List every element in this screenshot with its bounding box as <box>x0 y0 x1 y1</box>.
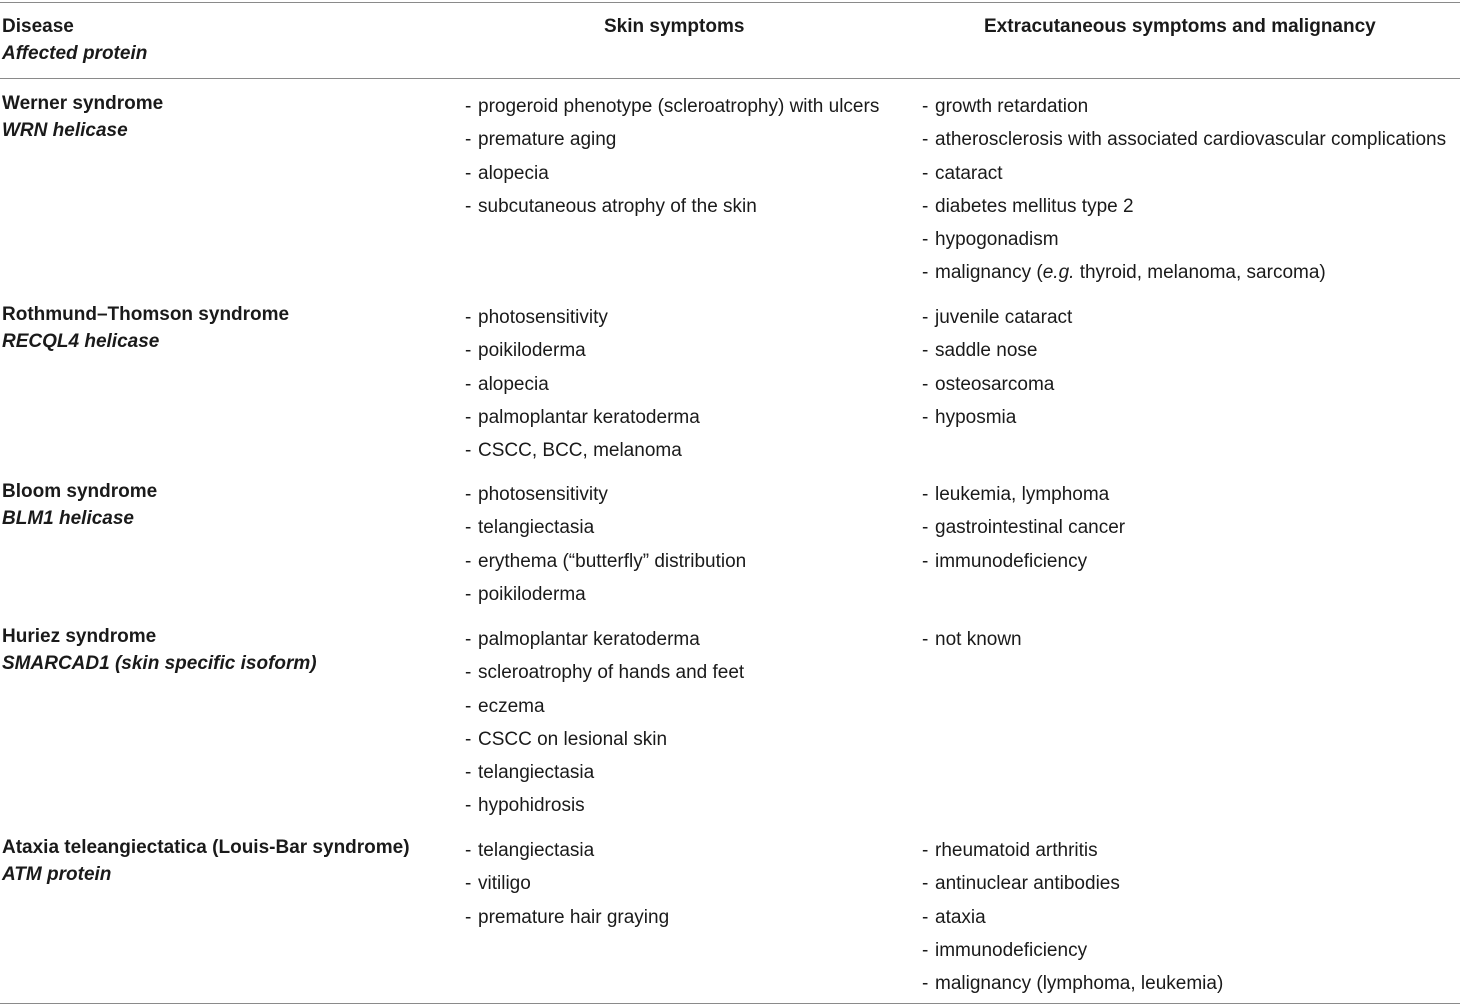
disease-name: Rothmund–Thomson syndrome <box>2 304 290 325</box>
table-top-rule <box>0 2 1460 3</box>
list-item: - gastrointestinal cancer <box>922 517 1126 539</box>
list-item: - immunodeficiency <box>922 550 1088 572</box>
list-item: - ataxia <box>922 906 986 928</box>
list-item: - eczema <box>465 695 545 717</box>
skin-symptoms-cell <box>465 834 669 934</box>
list-item: - malignancy (e.g. thyroid, melanoma, sarcoma) <box>922 262 1326 284</box>
disease-name: Huriez syndrome <box>2 626 157 647</box>
list-item: - premature hair graying <box>465 906 670 928</box>
list-item: - hypohidrosis <box>465 795 585 817</box>
list-item: - saddle nose <box>922 340 1038 362</box>
list-item: - juvenile cataract <box>922 307 1073 328</box>
extracutaneous-cell <box>922 834 1223 1000</box>
list-item: - CSCC, BCC, melanoma <box>465 440 682 462</box>
affected-protein: SMARCAD1 (skin specific isoform) <box>2 653 317 674</box>
list-item: - palmoplantar keratoderma <box>465 629 700 650</box>
disease-name: Ataxia teleangiectatica (Louis-Bar syndrome) <box>2 837 410 858</box>
disease-name: Bloom syndrome <box>2 481 158 502</box>
list-item: - progeroid phenotype (scleroatrophy) with ulcers <box>465 96 880 117</box>
list-item: - vitiligo <box>465 873 531 895</box>
extracutaneous-cell <box>922 623 1022 656</box>
list-item: - antinuclear antibodies <box>922 873 1120 895</box>
list-item: - erythema (“butterfly” distribution <box>465 550 747 572</box>
disease-cell <box>2 834 410 888</box>
table-bottom-rule <box>0 1003 1460 1004</box>
header-affected-protein-label: Affected protein <box>2 43 148 64</box>
header-skin-symptoms: Skin symptoms <box>604 16 745 37</box>
list-item: - subcutaneous atrophy of the skin <box>465 195 757 217</box>
list-item: - rheumatoid arthritis <box>922 840 1098 861</box>
list-item: - malignancy (lymphoma, leukemia) <box>922 973 1224 995</box>
disease-cell <box>2 478 157 532</box>
extracutaneous-cell <box>922 478 1125 578</box>
disease-cell <box>2 90 163 144</box>
list-item: - CSCC on lesional skin <box>465 728 668 750</box>
list-item: - cataract <box>922 162 1003 184</box>
list-item: - scleroatrophy of hands and feet <box>465 662 745 684</box>
header-extracutaneous: Extracutaneous symptoms and malignancy <box>984 16 1376 37</box>
disease-cell <box>2 623 317 677</box>
header-disease-label: Disease <box>2 16 74 37</box>
list-item: - alopecia <box>465 162 549 184</box>
list-item: - not known <box>922 629 1022 650</box>
skin-symptoms-cell <box>465 478 746 611</box>
list-item: - immunodeficiency <box>922 939 1088 961</box>
skin-symptoms-cell <box>465 623 744 823</box>
header-disease <box>2 13 147 67</box>
list-item: - atherosclerosis with associated cardiovascular complications <box>922 129 1447 151</box>
extracutaneous-cell <box>922 301 1072 434</box>
table-header-rule <box>0 78 1460 79</box>
skin-symptoms-cell <box>465 90 879 223</box>
skin-symptoms-cell <box>465 301 700 467</box>
list-item: - osteosarcoma <box>922 373 1055 395</box>
list-item: - premature aging <box>465 129 617 151</box>
affected-protein: WRN helicase <box>2 120 128 141</box>
list-item: - diabetes mellitus type 2 <box>922 195 1134 217</box>
list-item: - growth retardation <box>922 96 1089 117</box>
extracutaneous-cell <box>922 90 1446 290</box>
list-item: - palmoplantar keratoderma <box>465 406 700 428</box>
affected-protein: ATM protein <box>2 864 112 885</box>
list-item: - hypogonadism <box>922 229 1059 251</box>
list-item: - hyposmia <box>922 406 1017 428</box>
disease-cell <box>2 301 289 355</box>
list-item: - photosensitivity <box>465 484 608 505</box>
affected-protein: RECQL4 helicase <box>2 331 160 352</box>
list-item: - poikiloderma <box>465 583 586 605</box>
list-item: - alopecia <box>465 373 549 395</box>
list-item: - poikiloderma <box>465 340 586 362</box>
affected-protein: BLM1 helicase <box>2 508 134 529</box>
list-item: - telangiectasia <box>465 840 595 861</box>
list-item: - photosensitivity <box>465 307 608 328</box>
list-item: - telangiectasia <box>465 762 595 784</box>
list-item: - telangiectasia <box>465 517 595 539</box>
disease-name: Werner syndrome <box>2 93 164 114</box>
list-item: - leukemia, lymphoma <box>922 484 1110 505</box>
